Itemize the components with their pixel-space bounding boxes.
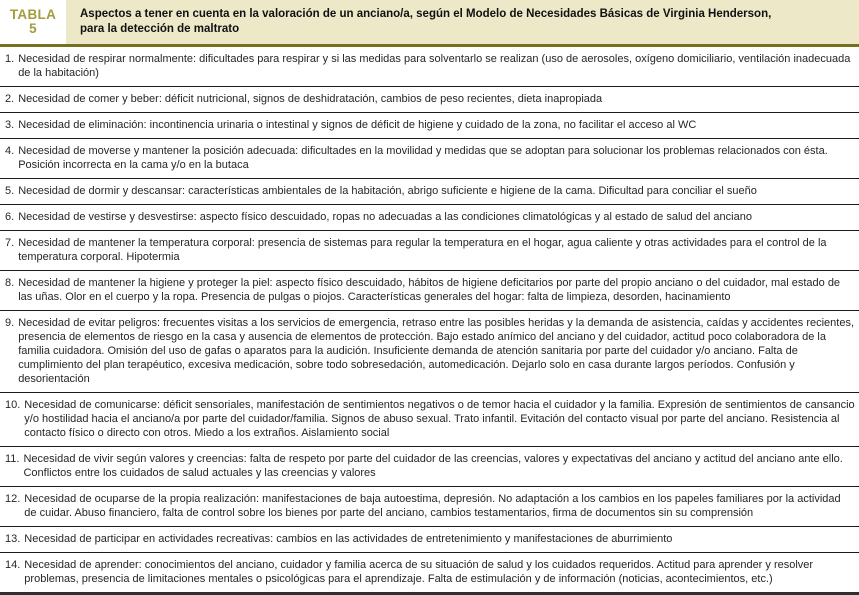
- item-text: Necesidad de moverse y mantener la posición adecuada: dificultades en la movilidad y medidas que se adoptan para solucionar los problemas relacionados con ésta. Posición incorrecta en la cama y/o en la butaca: [18, 145, 828, 171]
- item-text: Necesidad de aprender: conocimientos del anciano, cuidador y familia acerca de su situación de salud y los cuidados requeridos. Actitud para aprender y resolver problemas, presencia de limitaciones mentales o psicológicas para el aprendizaje. Falta de estimulación y de información (noticias, acontecimientos, etc.): [24, 559, 814, 585]
- table-row: [0, 204, 859, 230]
- table-title-line1: Aspectos a tener en cuenta en la valoración de un anciano/a, según el Modelo de Necesidades Básicas de Virginia Henderson,: [80, 8, 772, 20]
- item-number: 12.: [5, 493, 21, 505]
- item-text: Necesidad de mantener la temperatura corporal: presencia de sistemas para regular la temperatura en el hogar, agua caliente y otras actividades para el control de la temperatura corporal. Hipotermia: [18, 237, 827, 263]
- table-row: [0, 486, 859, 526]
- item-number: 1.: [5, 53, 15, 65]
- item-number: 8.: [5, 277, 15, 289]
- item-number: 10.: [5, 399, 21, 411]
- table-row: [0, 310, 859, 392]
- table-row: [0, 47, 859, 86]
- item-text: Necesidad de comunicarse: déficit sensoriales, manifestación de sentimientos negativos o de temor hacia el cuidador y la familia. Expresión de sentimientos de cansancio y/o hostilidad hacia el anciano/a por parte del cuidador/familia. Signos de abuso sexual. Trato infantil. Evitación del contacto visual por parte del anciano. Resistencia al contacto físico o directo con otros. Miedo a los extraños. Aislamiento social: [24, 399, 855, 439]
- item-number: 5.: [5, 185, 15, 197]
- item-text: Necesidad de eliminación: incontinencia urinaria o intestinal y signos de déficit de higiene y cuidado de la zona, no facilitar el acceso al WC: [18, 119, 697, 131]
- table-row: [0, 138, 859, 178]
- item-text: Necesidad de mantener la higiene y proteger la piel: aspecto físico descuidado, hábitos de higiene deficitarios por parte del propio anciano o del cuidador, mal estado de las uñas. Olor en el cuerpo y la ropa. Presencia de pulgas o piojos. Características generales del hogar: falta de limpieza, desorden, hacinamiento: [18, 277, 841, 303]
- table-label-word: TABLA: [9, 7, 57, 22]
- table-row: [0, 112, 859, 138]
- item-number: 13.: [5, 533, 21, 545]
- item-number: 7.: [5, 237, 15, 249]
- needs-list: [0, 47, 859, 592]
- table-title-line2: para la detección de maltrato: [80, 23, 240, 35]
- item-text: Necesidad de ocuparse de la propia realización: manifestaciones de baja autoestima, depresión. No adaptación a los cambios en los papeles familiares por la actividad de cuidar. Abuso financiero, falta de control sobre los bienes por parte del anciano, cambios testamentarios, firma de documentos sin su comprensión: [24, 493, 841, 519]
- table-label: [0, 0, 66, 44]
- item-number: 3.: [5, 119, 15, 131]
- item-text: Necesidad de vivir según valores y creencias: falta de respeto por parte del cuidador de las creencias, valores y expectativas del anciano y actitud del anciano ante ello. Conflictos entre los cuidados de salud actuales y las creencias y valores: [23, 453, 843, 479]
- item-text: Necesidad de comer y beber: déficit nutricional, signos de deshidratación, cambios de peso recientes, dieta inapropiada: [18, 93, 603, 105]
- table-row: [0, 446, 859, 486]
- item-text: Necesidad de vestirse y desvestirse: aspecto físico descuidado, ropas no adecuadas a las condiciones climatológicas y al estado de salud del anciano: [18, 211, 752, 223]
- table-row: [0, 86, 859, 112]
- table-row: [0, 526, 859, 552]
- table-label-number: 5: [29, 21, 37, 36]
- table-row: [0, 230, 859, 270]
- item-text: Necesidad de respirar normalmente: dificultades para respirar y si las medidas para solventarlo se realizan (uso de aerosoles, oxígeno domiciliario, ventilación inadecuada de la habitación): [18, 53, 851, 79]
- table-row: [0, 178, 859, 204]
- item-number: 2.: [5, 93, 15, 105]
- item-number: 14.: [5, 559, 21, 571]
- table-row: [0, 392, 859, 446]
- item-number: 4.: [5, 145, 15, 157]
- table-header: [0, 0, 859, 44]
- item-text: Necesidad de evitar peligros: frecuentes visitas a los servicios de emergencia, retraso entre las posibles heridas y la demanda de asistencia, caídas y accidentes recientes, presencia de elementos de riesgo en la casa y ausencia de elementos de protección. Bajo estado anímico del anciano y del cuidador, actitud poco colaboradora de la familia cuidadora. Omisión del uso de gafas o aparatos para la audición. Insuficiente demanda de atención sanitaria por parte del cuidador y/o anciano. Falta de cumplimiento del plan terapéutico, excesiva medicación, sobre todo sobresedación, automedicación. Dejarlo solo en casa durante largos períodos. Confusión y desorientación: [18, 317, 855, 385]
- item-number: 6.: [5, 211, 15, 223]
- table-title: [66, 0, 859, 44]
- table-row: [0, 270, 859, 310]
- item-text: Necesidad de dormir y descansar: características ambientales de la habitación, abrigo suficiente e higiene de la cama. Dificultad para conciliar el sueño: [18, 185, 757, 197]
- item-number: 11.: [5, 453, 20, 465]
- table-row: [0, 552, 859, 592]
- item-text: Necesidad de participar en actividades recreativas: cambios en las actividades de entretenimiento y manifestaciones de aburrimiento: [24, 533, 673, 545]
- item-number: 9.: [5, 317, 15, 329]
